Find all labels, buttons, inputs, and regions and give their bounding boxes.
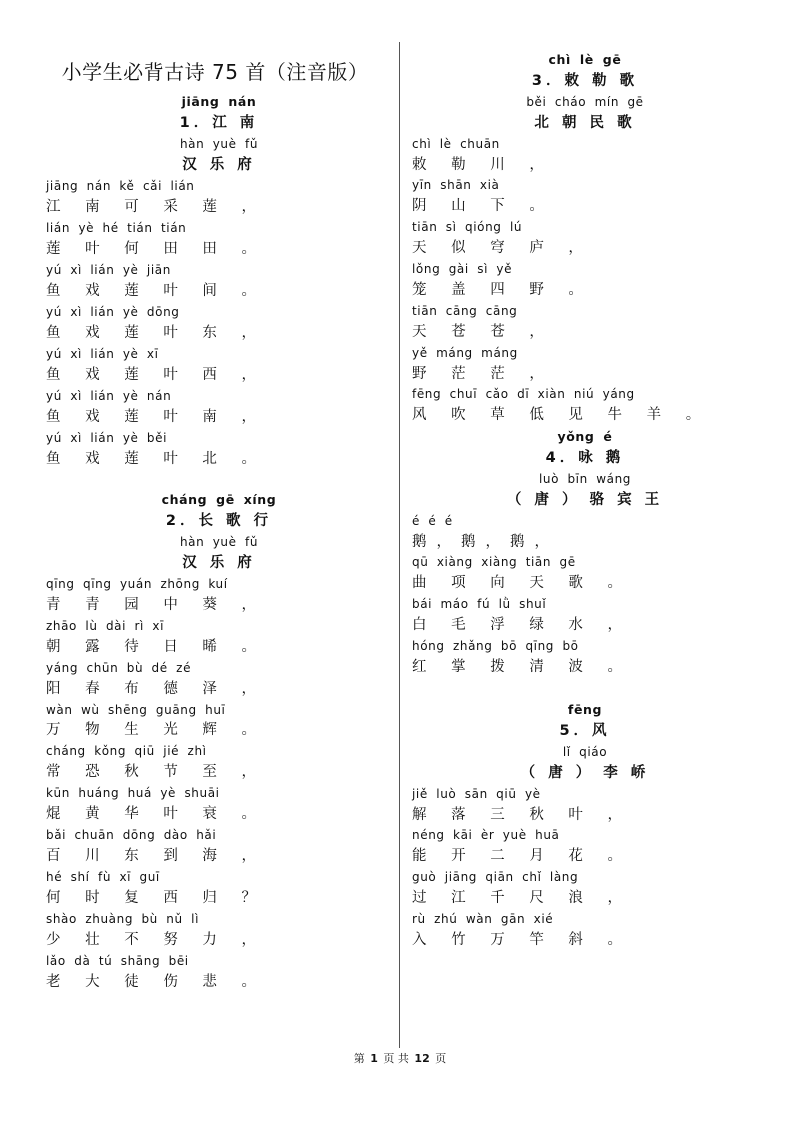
verse-text: 焜 黄 华 叶 衰 。	[46, 806, 267, 823]
verse-text: 鱼 戏 莲 叶 北 。	[46, 451, 267, 467]
verse-text: 百 川 东 到 海 ，	[46, 848, 267, 865]
poem-author-pinyin: hàn yuè fǔ	[179, 534, 259, 549]
verse-pinyin: lǒng gài sì yě	[412, 262, 513, 276]
verse-pinyin: chì lè chuān	[412, 136, 500, 151]
verse-pinyin: rù zhú wàn gān xié	[412, 912, 554, 926]
verse-text: 敕 勒 川 ，	[412, 156, 554, 173]
verse-pinyin: tiān cāng cāng	[412, 303, 518, 318]
verse-pinyin: néng kāi èr yuè huā	[412, 828, 560, 843]
verse-pinyin: yú xì lián yè nán	[46, 389, 172, 403]
verse-text: 少 壮 不 努 力 ，	[46, 931, 267, 948]
verse-pinyin: hóng zhǎng bō qīng bō	[412, 639, 579, 653]
verse-pinyin: shào zhuàng bù nǔ lì	[46, 912, 199, 926]
verse-text: 笼 盖 四 野 。	[412, 281, 593, 298]
verse-text: 红 掌 拨 清 波 。	[412, 658, 633, 675]
verse-text: 阳 春 布 德 泽 ，	[46, 680, 267, 697]
verse-pinyin: yú xì lián yè jiān	[46, 263, 171, 277]
verse-pinyin: jiāng nán kě cǎi lián	[46, 179, 195, 193]
verse-pinyin: yú xì lián yè běi	[46, 431, 168, 445]
verse-text: 鱼 戏 莲 叶 南 ，	[46, 409, 267, 425]
footer-middle: 页 共	[383, 1052, 409, 1065]
total-pages: 12	[414, 1052, 430, 1065]
verse-text: 入 竹 万 竿 斜 。	[412, 931, 633, 948]
poem-title: 5．风	[559, 722, 611, 739]
verse-text: 鱼 戏 莲 叶 间 。	[46, 283, 267, 299]
verse-text: 常 恐 秋 节 至 ，	[46, 764, 267, 781]
verse-text: 天 似 穹 庐 ，	[412, 240, 593, 257]
verse-pinyin: kūn huáng huá yè shuāi	[46, 786, 220, 801]
verse-text: 莲 叶 何 田 田 。	[46, 241, 267, 257]
poem-author-pinyin: luò bīn wáng	[538, 471, 632, 486]
poem-title-pinyin: yǒng é	[557, 429, 613, 444]
poem-author-pinyin: hàn yuè fǔ	[179, 137, 259, 151]
verse-text: 天 苍 苍 ，	[412, 323, 554, 340]
verse-text: 鹅，鹅，鹅，	[412, 533, 559, 550]
poem-title: 1．江 南	[179, 115, 259, 131]
page-number: 1	[370, 1052, 378, 1065]
poem-title-pinyin: jiāng nán	[181, 94, 257, 109]
verse-text: 野 茫 茫 ，	[412, 365, 554, 382]
poem-author: （ 唐 ） 李 峤	[520, 764, 650, 781]
verse-pinyin: lián yè hé tián tián	[46, 221, 187, 235]
verse-pinyin: tiān sì qióng lú	[412, 220, 523, 235]
poem-title: 2．长 歌 行	[165, 512, 273, 529]
verse-text: 何 时 复 西 归 ？	[46, 890, 267, 907]
verse-pinyin: wàn wù shēng guāng huī	[46, 702, 226, 717]
verse-pinyin: yáng chūn bù dé zé	[46, 660, 192, 675]
verse-pinyin: cháng kǒng qiū jié zhì	[46, 744, 207, 759]
poem-title-pinyin: fēng	[567, 702, 603, 717]
verse-text: 鱼 戏 莲 叶 东 ，	[46, 325, 267, 341]
verse-pinyin: fēng chuī cǎo dī xiàn niú yáng	[412, 387, 635, 402]
document-title: 小学生必背古诗 75 首（注音版）	[61, 60, 369, 84]
verse-pinyin: qīng qīng yuán zhōng kuí	[46, 576, 228, 591]
verse-text: 曲 项 向 天 歌 。	[412, 575, 633, 592]
verse-pinyin: yú xì lián yè xī	[46, 347, 159, 361]
verse-pinyin: yě máng máng	[412, 345, 518, 360]
verse-pinyin: yú xì lián yè dōng	[46, 305, 180, 319]
verse-pinyin: guò jiāng qiān chǐ làng	[412, 870, 579, 885]
verse-text: 鱼 戏 莲 叶 西 ，	[46, 367, 267, 383]
verse-text: 万 物 生 光 辉 。	[46, 722, 267, 739]
verse-pinyin: lǎo dà tú shāng bēi	[46, 953, 189, 968]
verse-pinyin: bái máo fú lǜ shuǐ	[412, 597, 547, 612]
verse-text: 青 青 园 中 葵 ，	[46, 596, 267, 613]
verse-pinyin: yīn shān xià	[412, 178, 500, 193]
verse-text: 解 落 三 秋 叶 ，	[412, 806, 633, 823]
page-footer	[0, 1050, 800, 1066]
verse-text: 江 南 可 采 莲 ，	[46, 199, 267, 215]
poem-title-pinyin: cháng gē xíng	[161, 492, 277, 507]
verse-text: 风 吹 草 低 见 牛 羊 。	[412, 407, 711, 424]
verse-pinyin: zhāo lù dài rì xī	[46, 618, 165, 633]
column-divider	[399, 42, 400, 1048]
verse-text: 过 江 千 尺 浪 ，	[412, 890, 633, 907]
verse-pinyin: qū xiàng xiàng tiān gē	[412, 555, 576, 570]
verse-pinyin: hé shí fù xī guī	[46, 870, 160, 885]
verse-pinyin: jiě luò sān qiū yè	[412, 786, 541, 801]
verse-text: 能 开 二 月 花 。	[412, 848, 633, 865]
verse-text: 朝 露 待 日 晞 。	[46, 638, 267, 655]
poem-title-pinyin: chì lè gē	[548, 52, 622, 67]
verse-text: 白 毛 浮 绿 水 ，	[412, 617, 633, 634]
footer-suffix: 页	[435, 1052, 447, 1065]
poem-author-pinyin: lǐ qiáo	[562, 744, 608, 759]
verse-text: 阴 山 下 。	[412, 198, 554, 215]
poem-author-pinyin: běi cháo mín gē	[526, 94, 644, 109]
poem-title: 3．敕 勒 歌	[531, 72, 639, 89]
poem-author: （ 唐 ） 骆 宾 王	[506, 491, 664, 508]
poem-title: 4．咏 鹅	[545, 449, 625, 466]
verse-pinyin: é é é	[412, 513, 453, 528]
verse-pinyin: bǎi chuān dōng dào hǎi	[46, 828, 217, 843]
poem-author: 北 朝 民 歌	[534, 114, 636, 131]
verse-text: 老 大 徒 伤 悲 。	[46, 973, 267, 990]
poem-author: 汉 乐 府	[182, 157, 256, 173]
footer-prefix: 第	[353, 1052, 365, 1065]
poem-author: 汉 乐 府	[182, 554, 256, 571]
